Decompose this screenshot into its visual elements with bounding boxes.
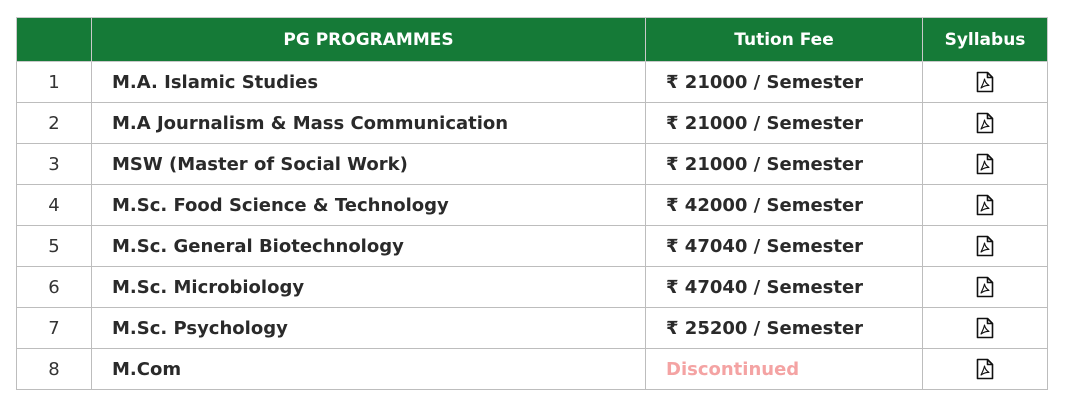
pg-programmes-table [16, 17, 1048, 390]
programme-name: M.Sc. Food Science & Technology [92, 185, 646, 226]
syllabus-cell [923, 103, 1048, 144]
tuition-fee: ₹ 21000 / Semester [646, 62, 923, 103]
row-number: 8 [17, 349, 92, 390]
row-number: 4 [17, 185, 92, 226]
table-row [17, 185, 1048, 226]
header-tuition-fee: Tution Fee [646, 18, 923, 62]
row-number: 3 [17, 144, 92, 185]
table-row [17, 226, 1048, 267]
row-number: 5 [17, 226, 92, 267]
tuition-fee: ₹ 42000 / Semester [646, 185, 923, 226]
row-number: 2 [17, 103, 92, 144]
syllabus-cell [923, 308, 1048, 349]
programme-name: MSW (Master of Social Work) [92, 144, 646, 185]
pdf-file-icon[interactable] [976, 276, 994, 298]
table-row [17, 144, 1048, 185]
pdf-file-icon[interactable] [976, 153, 994, 175]
header-number [17, 18, 92, 62]
programme-name: M.Sc. Psychology [92, 308, 646, 349]
table-row [17, 103, 1048, 144]
discontinued-label: Discontinued [666, 358, 800, 380]
programme-name: M.A Journalism & Mass Communication [92, 103, 646, 144]
pdf-file-icon[interactable] [976, 71, 994, 93]
tuition-fee: ₹ 47040 / Semester [646, 267, 923, 308]
header-syllabus: Syllabus [923, 18, 1048, 62]
syllabus-cell [923, 185, 1048, 226]
syllabus-cell [923, 267, 1048, 308]
tuition-fee: ₹ 21000 / Semester [646, 144, 923, 185]
pdf-file-icon[interactable] [976, 235, 994, 257]
pdf-file-icon[interactable] [976, 317, 994, 339]
row-number: 7 [17, 308, 92, 349]
tuition-fee [646, 349, 923, 390]
pdf-file-icon[interactable] [976, 112, 994, 134]
row-number: 6 [17, 267, 92, 308]
programme-name: M.Sc. General Biotechnology [92, 226, 646, 267]
table-row [17, 308, 1048, 349]
tuition-fee: ₹ 47040 / Semester [646, 226, 923, 267]
header-programmes: PG PROGRAMMES [92, 18, 646, 62]
programme-name: M.Sc. Microbiology [92, 267, 646, 308]
pdf-file-icon[interactable] [976, 358, 994, 380]
table-row [17, 349, 1048, 390]
programme-name: M.Com [92, 349, 646, 390]
row-number: 1 [17, 62, 92, 103]
syllabus-cell [923, 144, 1048, 185]
table-header-row [17, 18, 1048, 62]
table-row [17, 62, 1048, 103]
tuition-fee: ₹ 25200 / Semester [646, 308, 923, 349]
pdf-file-icon[interactable] [976, 194, 994, 216]
syllabus-cell [923, 349, 1048, 390]
programme-name: M.A. Islamic Studies [92, 62, 646, 103]
syllabus-cell [923, 226, 1048, 267]
tuition-fee: ₹ 21000 / Semester [646, 103, 923, 144]
table-row [17, 267, 1048, 308]
syllabus-cell [923, 62, 1048, 103]
